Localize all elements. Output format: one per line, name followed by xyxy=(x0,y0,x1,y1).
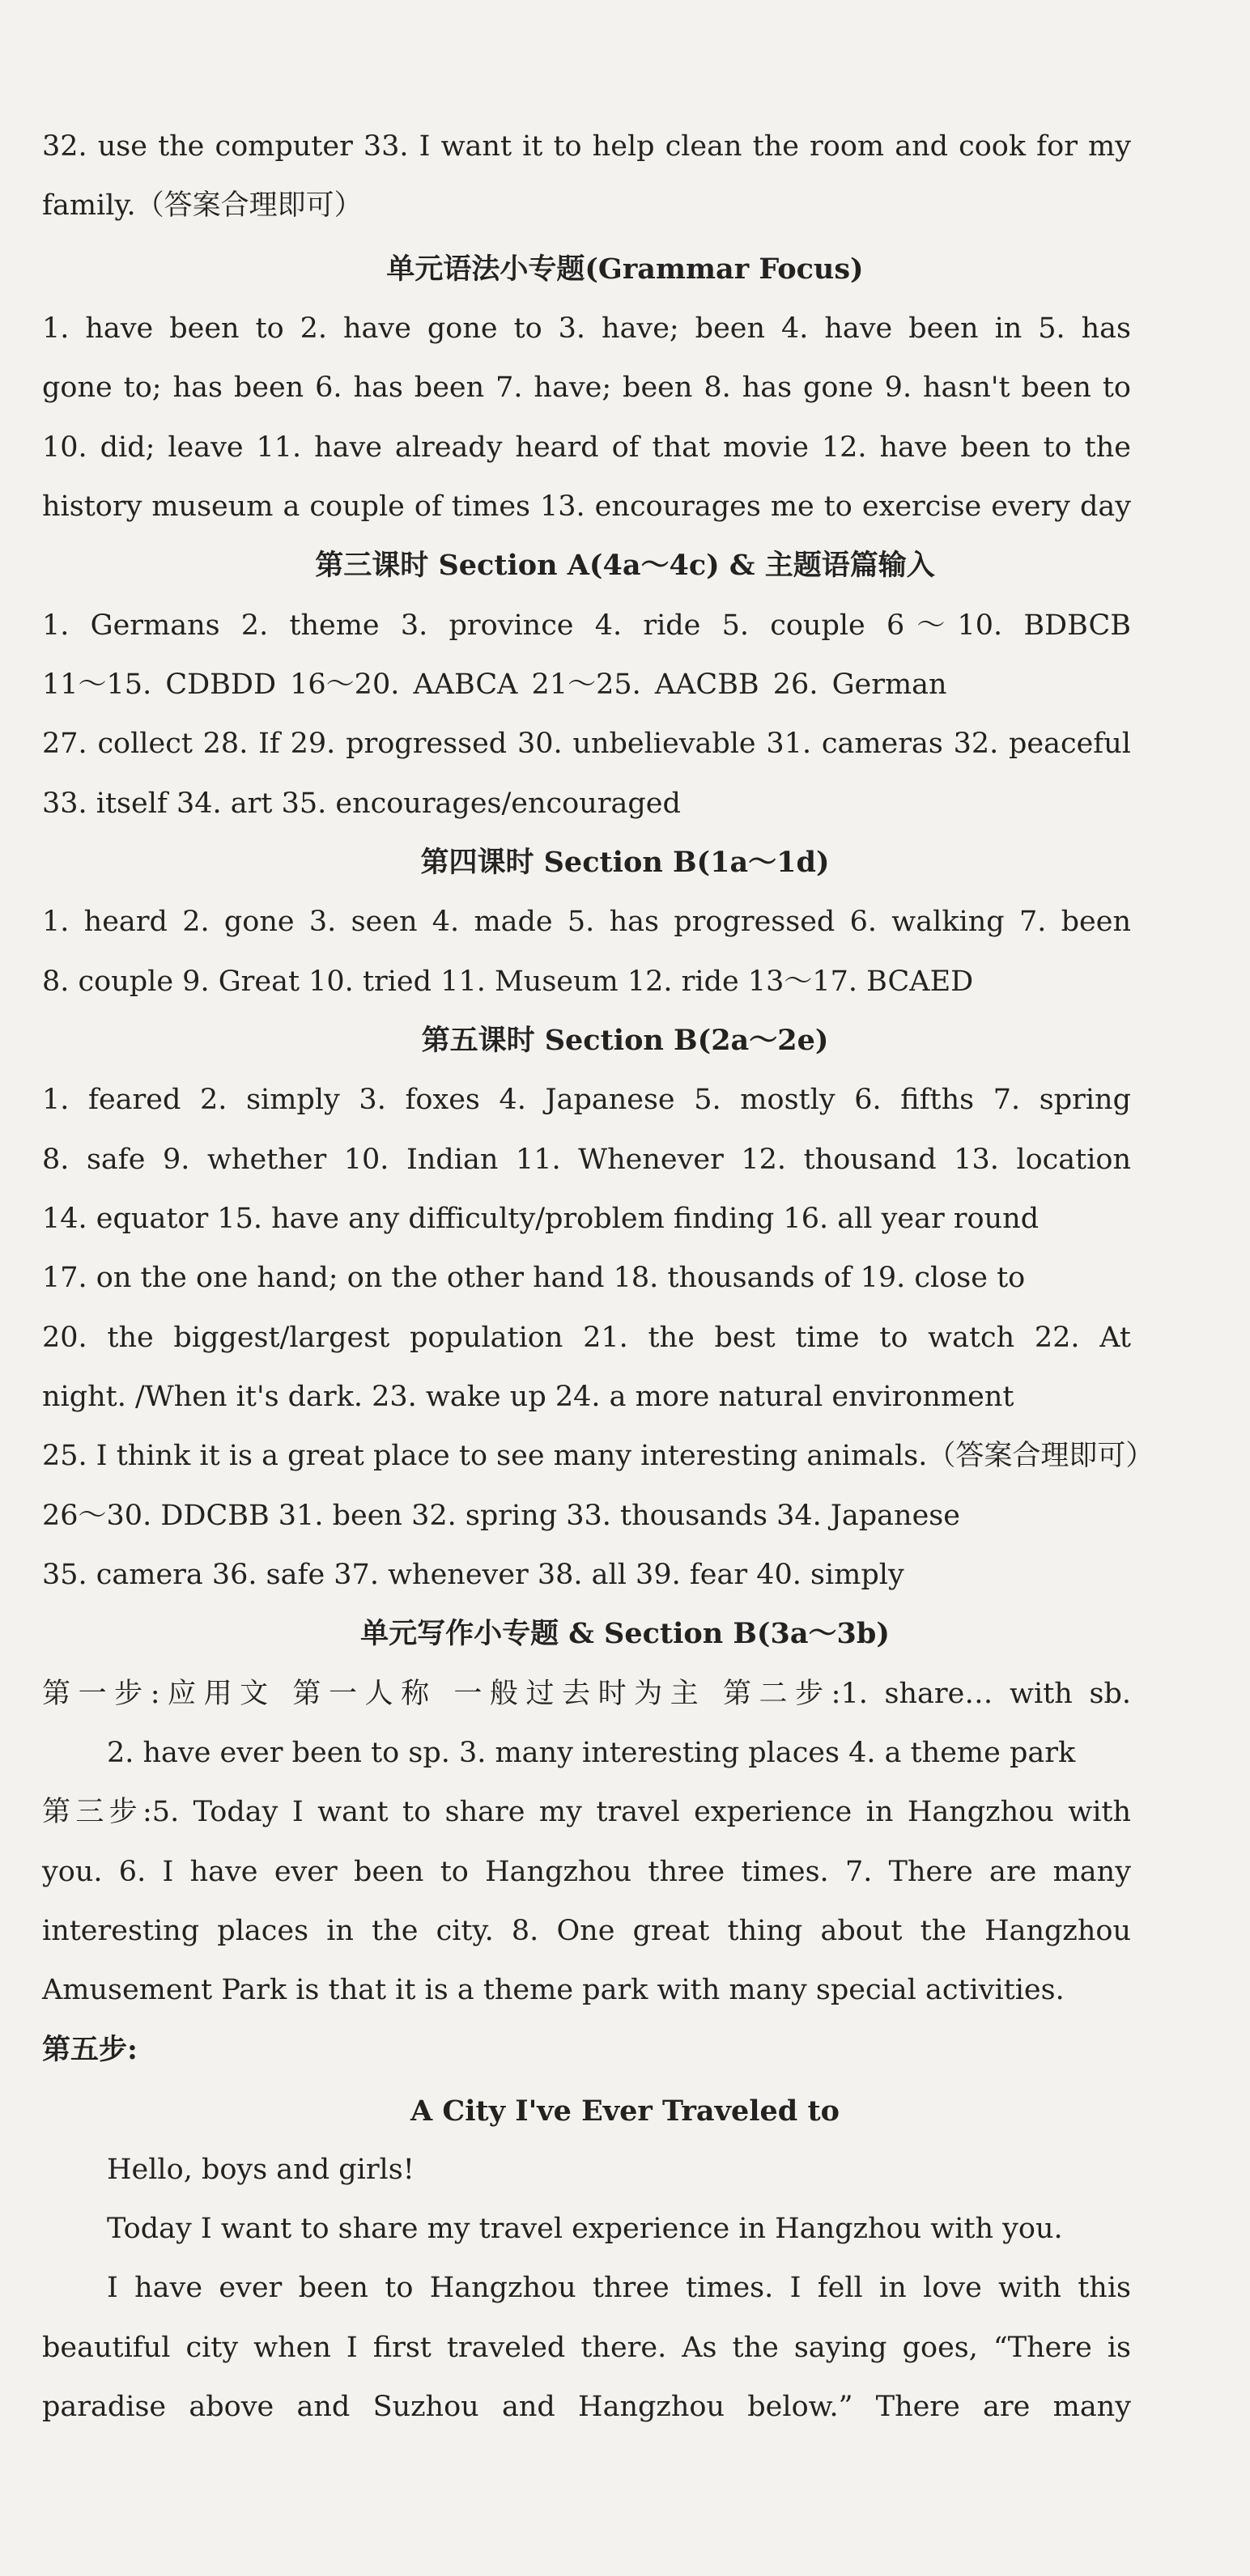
answer-line: 35. camera 36. safe 37. whenever 38. all 39. fear 40. simply xyxy=(42,1559,904,1591)
section-heading: 第五课时 Section B(2a～2e) xyxy=(421,1024,829,1057)
answer-line: 17. on the one hand; on the other hand 18. thousands of 19. close to xyxy=(42,1262,1026,1294)
answer-line: 26～30. DDCBB 31. been 32. spring 33. thousands 34. Japanese xyxy=(42,1500,960,1532)
essay-line: beautiful city when I first traveled there. As the saying goes, “There is xyxy=(42,2332,1131,2364)
essay-line: I have ever been to Hangzhou three times. I fell in love with this xyxy=(107,2272,1131,2304)
answer-line: 20. the biggest/largest population 21. the best time to watch 22. At xyxy=(42,1322,1131,1354)
answer-line: 2. have ever been to sp. 3. many interesting places 4. a theme park xyxy=(107,1737,1076,1769)
answer-line: 第三步:5. Today I want to share my travel experience in Hangzhou with xyxy=(42,1796,1131,1828)
essay-line: Hello, boys and girls! xyxy=(107,2154,415,2186)
essay-line: Today I want to share my travel experience in Hangzhou with you. xyxy=(107,2213,1063,2245)
answer-line: Amusement Park is that it is a theme park with many special activities. xyxy=(42,1974,1065,2006)
essay-line: paradise above and Suzhou and Hangzhou below.” There are many xyxy=(42,2391,1131,2423)
section-heading: 单元语法小专题(Grammar Focus) xyxy=(386,253,864,286)
answer-line: 11～15. CDBDD 16～20. AABCA 21～25. AACBB 26. German xyxy=(42,668,947,701)
answer-line: history museum a couple of times 13. encourages me to exercise every day xyxy=(42,490,1131,523)
answer-line: 14. equator 15. have any difficulty/problem finding 16. all year round xyxy=(42,1203,1040,1235)
section-heading: 第三课时 Section A(4a～4c) & 主题语篇输入 xyxy=(315,549,935,582)
answer-line: 1. have been to 2. have gone to 3. have; been 4. have been in 5. has xyxy=(42,312,1131,345)
answer-line: 27. collect 28. If 29. progressed 30. unbelievable 31. cameras 32. peaceful xyxy=(42,728,1131,760)
answer-line: gone to; has been 6. has been 7. have; been 8. has gone 9. hasn't been to xyxy=(42,371,1131,404)
section-heading: 单元写作小专题 & Section B(3a～3b) xyxy=(360,1617,890,1650)
answer-line: 第一步:应用文 第一人称 一般过去时为主 第二步:1. share… with sb. xyxy=(42,1678,1131,1710)
answer-line: 10. did; leave 11. have already heard of that movie 12. have been to the xyxy=(42,431,1131,464)
section-heading: 第四课时 Section B(1a～1d) xyxy=(420,846,830,879)
answer-line: interesting places in the city. 8. One great thing about the Hangzhou xyxy=(42,1915,1131,1947)
answer-line: 8. safe 9. whether 10. Indian 11. Whenever 12. thousand 13. location xyxy=(42,1144,1131,1176)
step-label: 第五步: xyxy=(42,2033,138,2066)
answer-line: 1. feared 2. simply 3. foxes 4. Japanese 5. mostly 6. fifths 7. spring xyxy=(42,1084,1131,1116)
answer-line: 25. I think it is a great place to see many interesting animals.（答案合理即可） xyxy=(42,1440,1154,1472)
answer-line: 32. use the computer 33. I want it to help clean the room and cook for my xyxy=(42,130,1131,163)
answer-line: family.（答案合理即可） xyxy=(42,189,363,222)
answer-line: 8. couple 9. Great 10. tried 11. Museum 12. ride 13～17. BCAED xyxy=(42,965,974,998)
answer-line: 1. heard 2. gone 3. seen 4. made 5. has progressed 6. walking 7. been xyxy=(42,906,1131,938)
essay-title: A City I've Ever Traveled to xyxy=(410,2094,840,2128)
answer-line: 1. Germans 2. theme 3. province 4. ride 5. couple 6～10. BDBCB xyxy=(42,609,1131,642)
answer-line: night. /When it's dark. 23. wake up 24. a more natural environment xyxy=(42,1381,1014,1413)
answer-line: 33. itself 34. art 35. encourages/encouraged xyxy=(42,787,681,820)
answer-line: you. 6. I have ever been to Hangzhou three times. 7. There are many xyxy=(42,1856,1131,1888)
